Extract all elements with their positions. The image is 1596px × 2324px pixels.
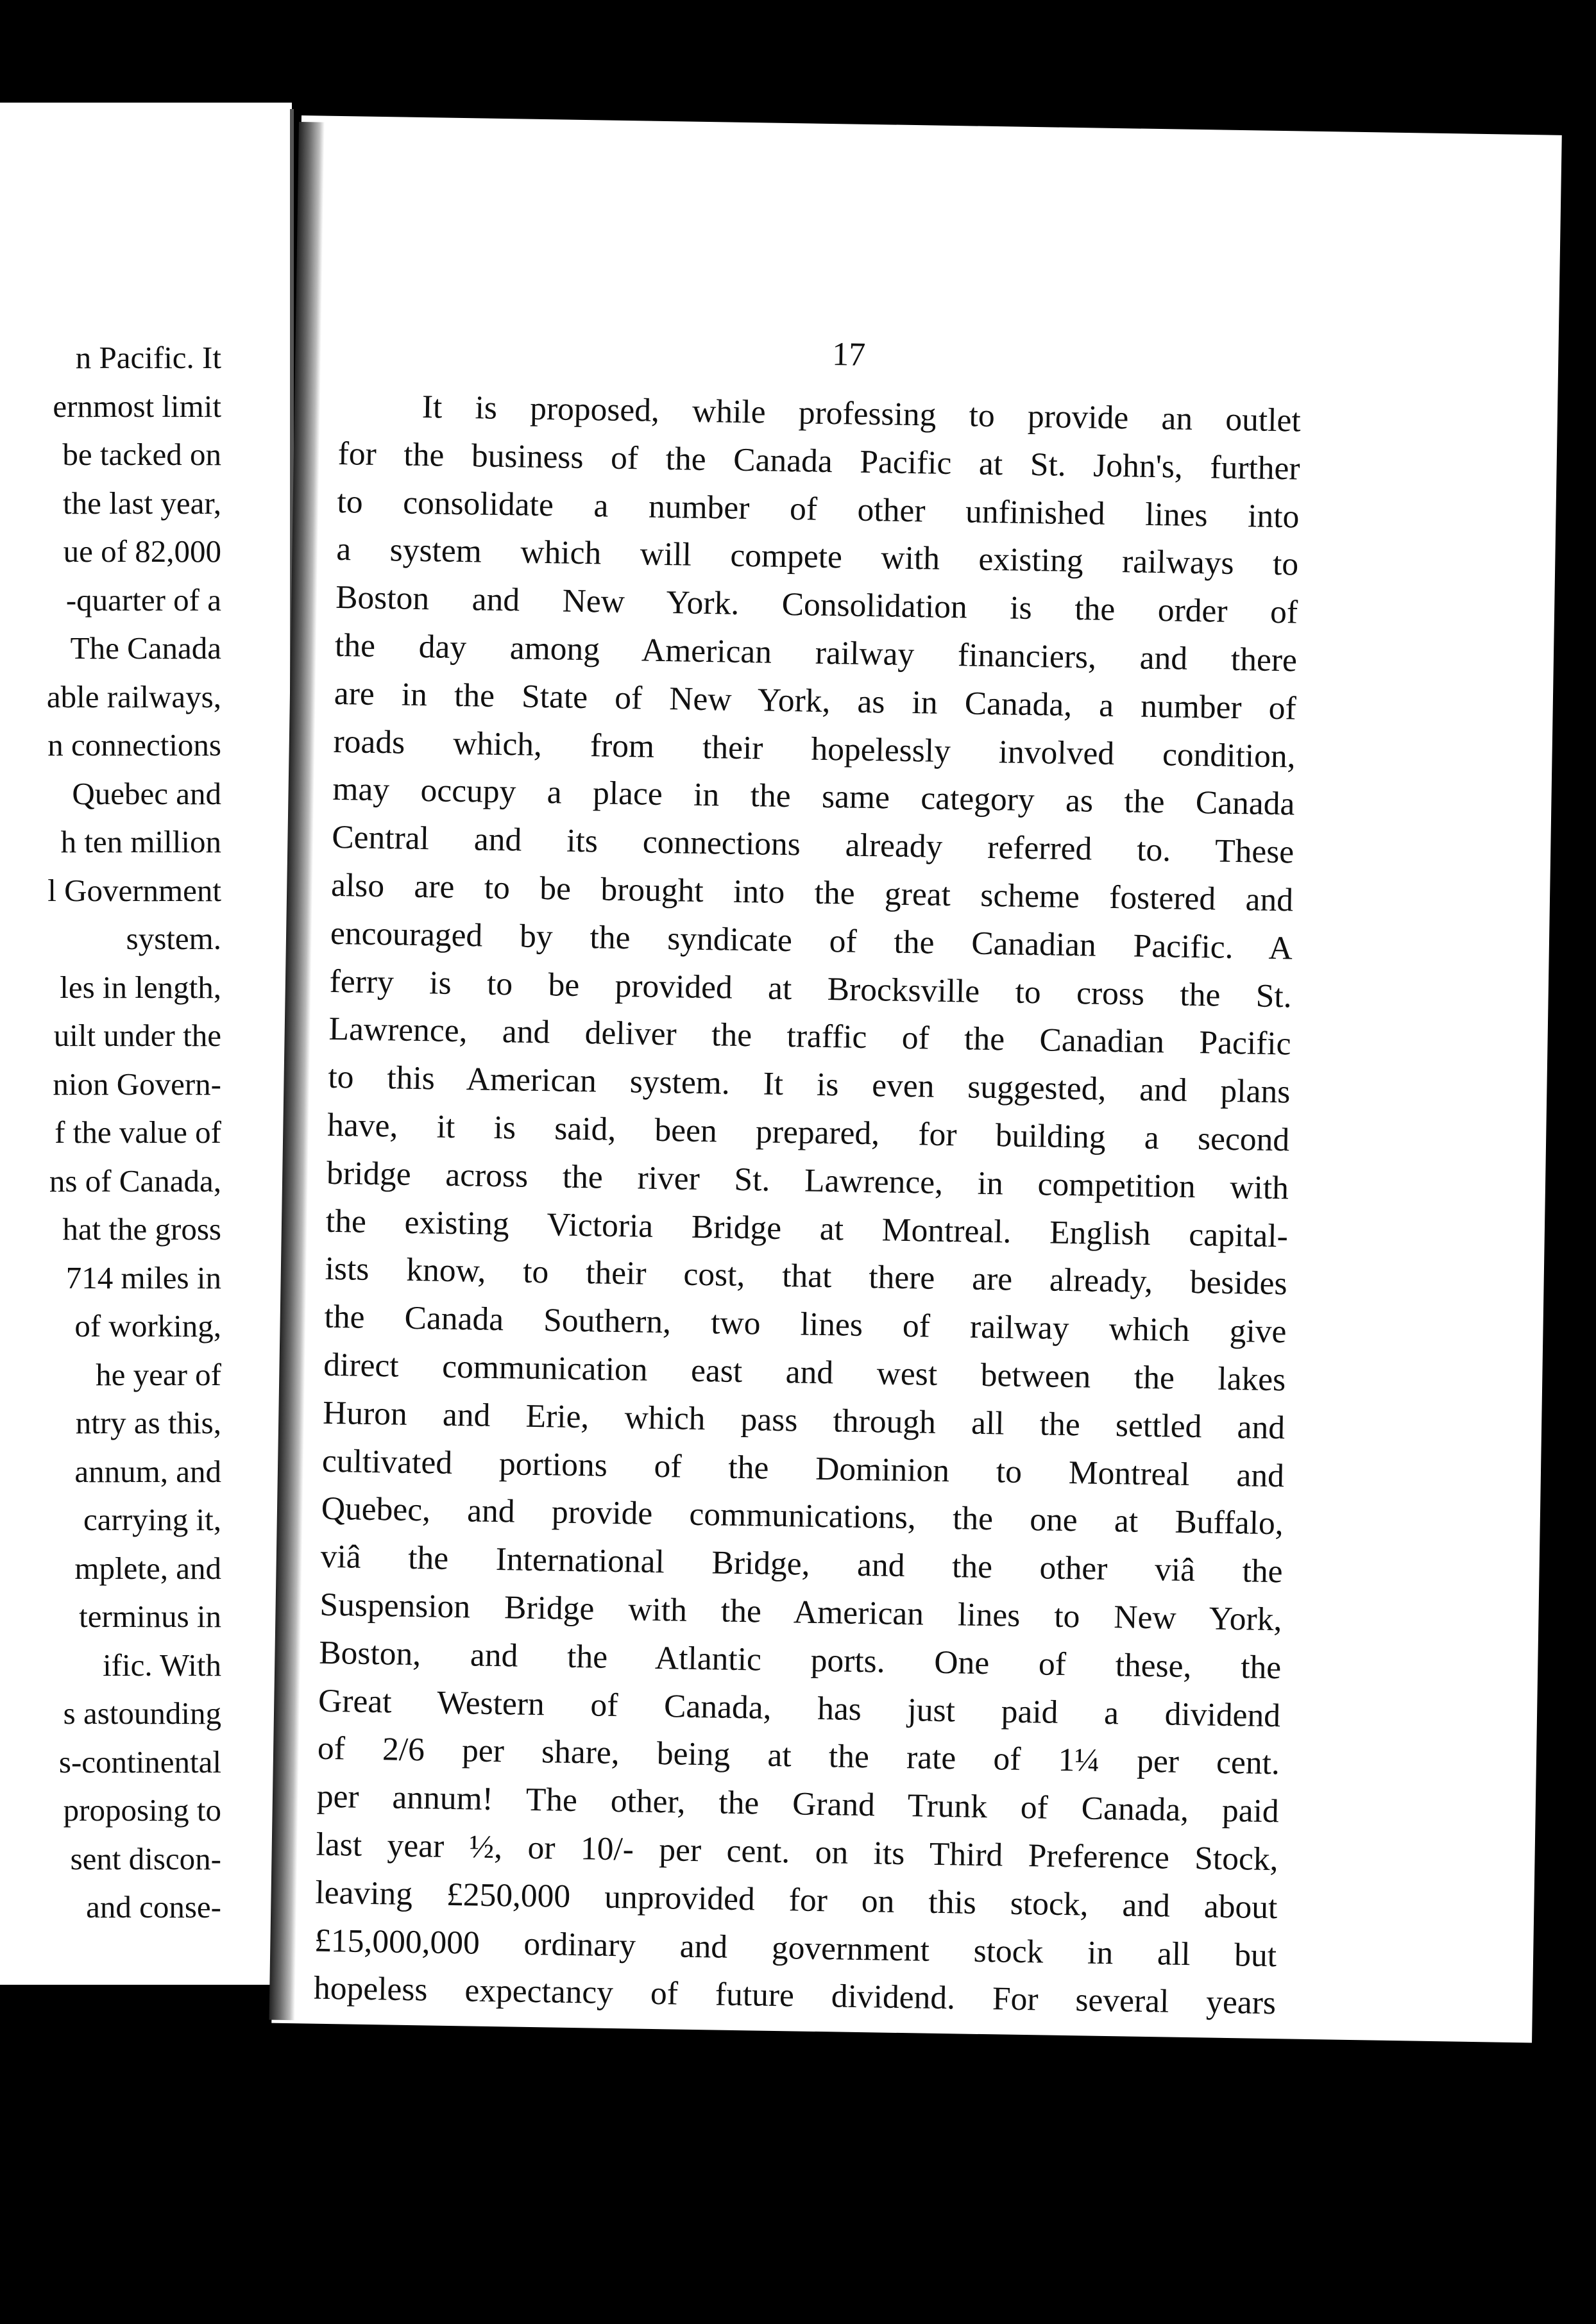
body-text-line: are in the State of New York, as in Canada, a number of [334,675,1297,727]
right-page-text [314,382,1302,2028]
body-text-line: direct communication east and west between the lakes [323,1346,1286,1399]
left-text-line: sent discon- [70,1840,221,1876]
left-text-line: ific. With [103,1647,221,1683]
body-text-line: Great Western of Canada, has just paid a dividend [318,1682,1281,1734]
left-text-line: of working, [74,1308,221,1343]
body-text-line: leaving £250,000 unprovided for on this stock, and about [315,1874,1278,1926]
left-text-line: 714 miles in [65,1259,221,1295]
left-text-line: f the value of [55,1115,221,1150]
left-text-line: annum, and [74,1453,221,1489]
body-text-line: the day among American railway financiers, and there [334,627,1298,679]
left-text-line: be tacked on [62,437,221,472]
left-text-line: system. [126,921,221,956]
body-text-line: to this American system. It is even suggested, and plans [328,1058,1291,1111]
left-text-line: s-continental [58,1744,221,1780]
left-text-line: hat the gross [62,1211,221,1247]
body-text-line: the existing Victoria Bridge at Montreal. English capital- [325,1202,1289,1254]
body-text-line: ists know, to their cost, that there are already, besides [325,1250,1288,1302]
body-text-line: Boston and New York. Consolidation is the order of [335,579,1298,631]
left-text-line: carrying it, [83,1502,221,1537]
body-text-line: of 2/6 per share, being at the rate of 1¼ per cent. [317,1730,1280,1782]
right-page [271,115,1561,2042]
left-text-line: ernmost limit [53,388,221,424]
body-text-line: £15,000,000 ordinary and government stock in all but [314,1922,1277,1974]
left-page [0,103,292,1985]
left-text-line: ntry as this, [75,1405,221,1440]
body-text-line: per annum! The other, the Grand Trunk of Canada, paid [316,1778,1280,1830]
left-page-text [0,333,221,1932]
left-text-line: terminus in [79,1599,221,1634]
left-text-line: proposing to [63,1792,221,1828]
left-text-line: s astounding [63,1696,221,1731]
left-text-line: the last year, [62,485,221,521]
body-text-line: hopeless expectancy of future dividend. For several years [313,1969,1277,2022]
left-text-line: -quarter of a [65,582,221,618]
body-text-line: a system which will compete with existing railways to [335,531,1299,583]
body-text-line: Central and its connections already referred to. These [331,819,1295,871]
left-text-line: uilt under the [53,1018,221,1053]
body-text-line: roads which, from their hopelessly involved condition, [333,723,1296,775]
left-text-line: nion Govern- [53,1066,221,1102]
body-text-line: It is proposed, while professing to provide an outlet [421,389,1302,439]
left-text-line: n Pacific. It [75,340,221,375]
left-text-line: les in length, [60,969,221,1005]
body-text-line: the Canada Southern, two lines of railway which give [324,1298,1287,1351]
left-text-line: mplete, and [74,1550,221,1586]
left-text-line: ns of Canada, [49,1163,221,1199]
left-text-line: The Canada [70,630,221,666]
body-text-line: to consolidate a number of other unfinished lines into [337,483,1300,535]
body-text-line: cultivated portions of the Dominion to Montreal and [321,1442,1285,1494]
left-text-line: ue of 82,000 [63,534,221,569]
body-text-line: ferry is to be provided at Brocksville to cross the St. [329,963,1293,1015]
left-text-line: Quebec and [72,775,221,811]
body-text-line: may occupy a place in the same category as the Canada [332,771,1295,823]
body-text-line: last year ½, or 10/- per cent. on its Third Preference Stock, [316,1826,1278,1878]
body-text-line: Suspension Bridge with the American lines to New York, [319,1586,1282,1638]
body-text-line: for the business of the Canada Pacific at St. John's, further [337,435,1300,487]
body-text-line: Quebec, and provide communications, the one at Buffalo, [321,1490,1284,1542]
left-text-line: h ten million [60,824,221,859]
body-text-line: Huron and Erie, which pass through all the settled and [322,1394,1286,1447]
left-text-line: he year of [96,1356,221,1392]
left-text-line: and conse- [86,1889,221,1924]
left-text-line: n connections [47,727,221,762]
left-text-line: l Government [47,872,221,908]
body-text-line: also are to be brought into the great scheme fostered and [330,866,1294,919]
body-text-line: viâ the International Bridge, and the other viâ the [320,1538,1283,1590]
page-number: 17 [831,336,866,373]
body-text-line: encouraged by the syndicate of the Canadian Pacific. A [330,914,1293,967]
body-text-line: bridge across the river St. Lawrence, in competition with [326,1154,1289,1207]
body-text-line: have, it is said, been prepared, for building a second [327,1106,1290,1159]
body-text-line: Lawrence, and deliver the traffic of the Canadian Pacific [328,1011,1291,1063]
body-text-line: Boston, and the Atlantic ports. One of these, the [318,1634,1282,1687]
left-text-line: able railways, [46,678,221,714]
